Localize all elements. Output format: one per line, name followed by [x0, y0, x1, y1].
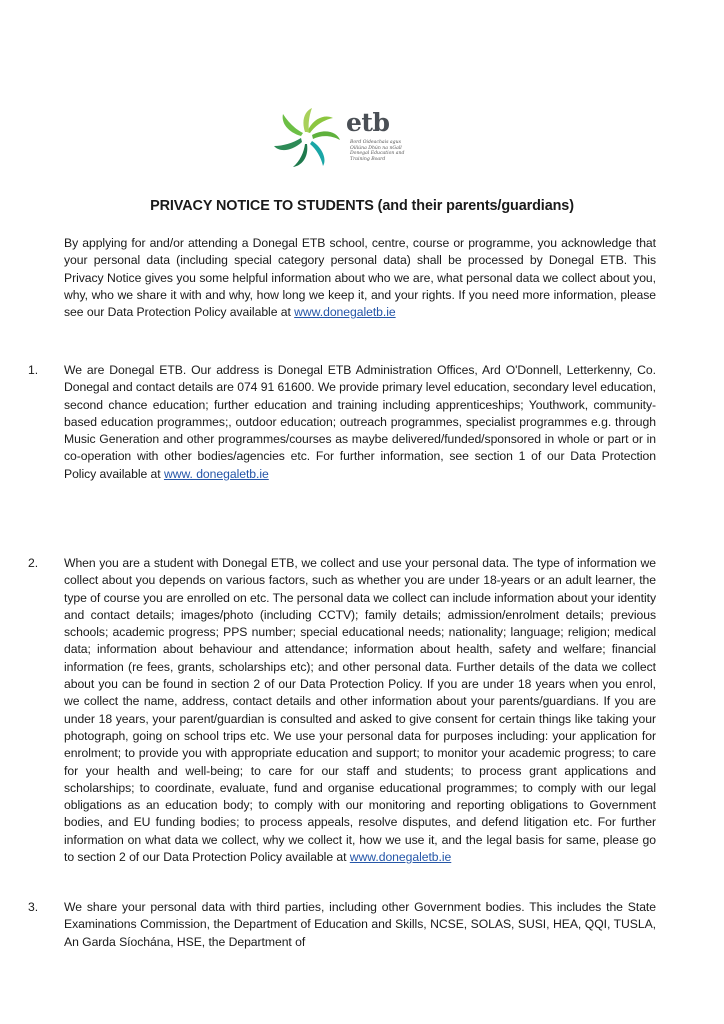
item-text: We share your personal data with third parties, including other Government bodies. This includes the State Examinations Commission, the Department of Education and Skills, NCSE, SOLAS, SUSI, HEA, QQI, TUSLA, An Garda Síochána, HSE, the Department of [64, 900, 656, 949]
logo-subtitle-line: Training Board [350, 156, 386, 162]
logo-subtitle [350, 140, 460, 162]
logo-wordmark: etb [346, 108, 390, 137]
logo-subtitle-line: Donegal Education and [350, 151, 405, 157]
item-number: 3. [28, 900, 39, 914]
item-text: We are Donegal ETB. Our address is Donegal ETB Administration Offices, Ard O'Donnell, Letterkenny, Co. Donegal and contact details are 074 91 61600. We provide primary level education, secondary level education, second chance education; further education and training including apprenticeships; Youthwork, community-based education programmes;, outdoor education; outreach programmes, specialist programmes e.g. through Music Generation and other programmes/courses as maybe delivered/funded/sponsored in whole or part or in co-operation with other bodies/agencies etc. For further information, see section 1 of our Data Protection Policy available at [64, 363, 656, 481]
item-link[interactable]: www. donegaletb.ie [163, 466, 269, 481]
item-number: 2. [28, 556, 39, 570]
logo-subtitle-line: Oiliúna Dhún na nGall [350, 145, 402, 151]
document-title: PRIVACY NOTICE TO STUDENTS (and their parents/guardians) [150, 198, 574, 214]
logo-subtitle-line: Bord Oideachais agus [350, 140, 401, 145]
item-text: When you are a student with Donegal ETB, we collect and use your personal data. The type of information we collect about you depends on various factors, such as whether you are under 18-years or an adult learner, the type of course you are enrolled on etc. The personal data we collect can include information about your identity and contact details; images/photo (including CCTV); family details; admission/enrolment details; previous schools; academic progress; PPS number; special educational needs; nationality; language; religion; medical data; information about behaviour and attendance; information about health, safety and welfare; financial information (re fees, grants, scholarships etc); and other personal data. Further details of the data we collect about you can be found in section 2 of our Data Protection Policy. If you are under 18 years when you enrol, we collect the name, address, contact details and other information about your parents/guardians. If you are under 18 years, your parent/guardian is consulted and asked to give consent for certain things like taking your photograph, going on school trips etc. We use your personal data for purposes including: your application for enrolment; to provide you with appropriate education and support; to monitor your academic progress; to care for your health and well-being; to care for our staff and students; to process grant applications and scholarships; to coordinate, evaluate, fund and organise educational programmes; to comply with our legal obligations as an education body; to comply with our monitoring and reporting obligations to Government bodies, and EU funding bodies; to process appeals, resolve disputes, and defend litigation etc. For further information on what data we collect, why we collect it, how we use it, and the legal basis for same, please go to section 2 of our Data Protection Policy available at [64, 556, 656, 865]
item-paragraph-1 [64, 362, 656, 483]
item-paragraph-3 [64, 899, 656, 951]
item-link[interactable]: www.donegaletb.ie [349, 850, 452, 865]
item-paragraph-2 [64, 555, 656, 866]
etb-logo [270, 108, 450, 168]
etb-swirl-logo-icon [270, 108, 344, 168]
intro-link[interactable]: www.donegaletb.ie [294, 305, 396, 320]
intro-text: By applying for and/or attending a Donegal ETB school, centre, course or programme, you acknowledge that your personal data (including special category personal data) shall be processed by Donegal ETB. This Privacy Notice gives you some helpful information about who we are, what personal data we collect about you, why, who we share it with and why, how long we keep it, and your rights. If you need more information, please see our Data Protection Policy available at [64, 236, 656, 320]
intro-paragraph [64, 235, 656, 321]
item-number: 1. [28, 363, 39, 377]
